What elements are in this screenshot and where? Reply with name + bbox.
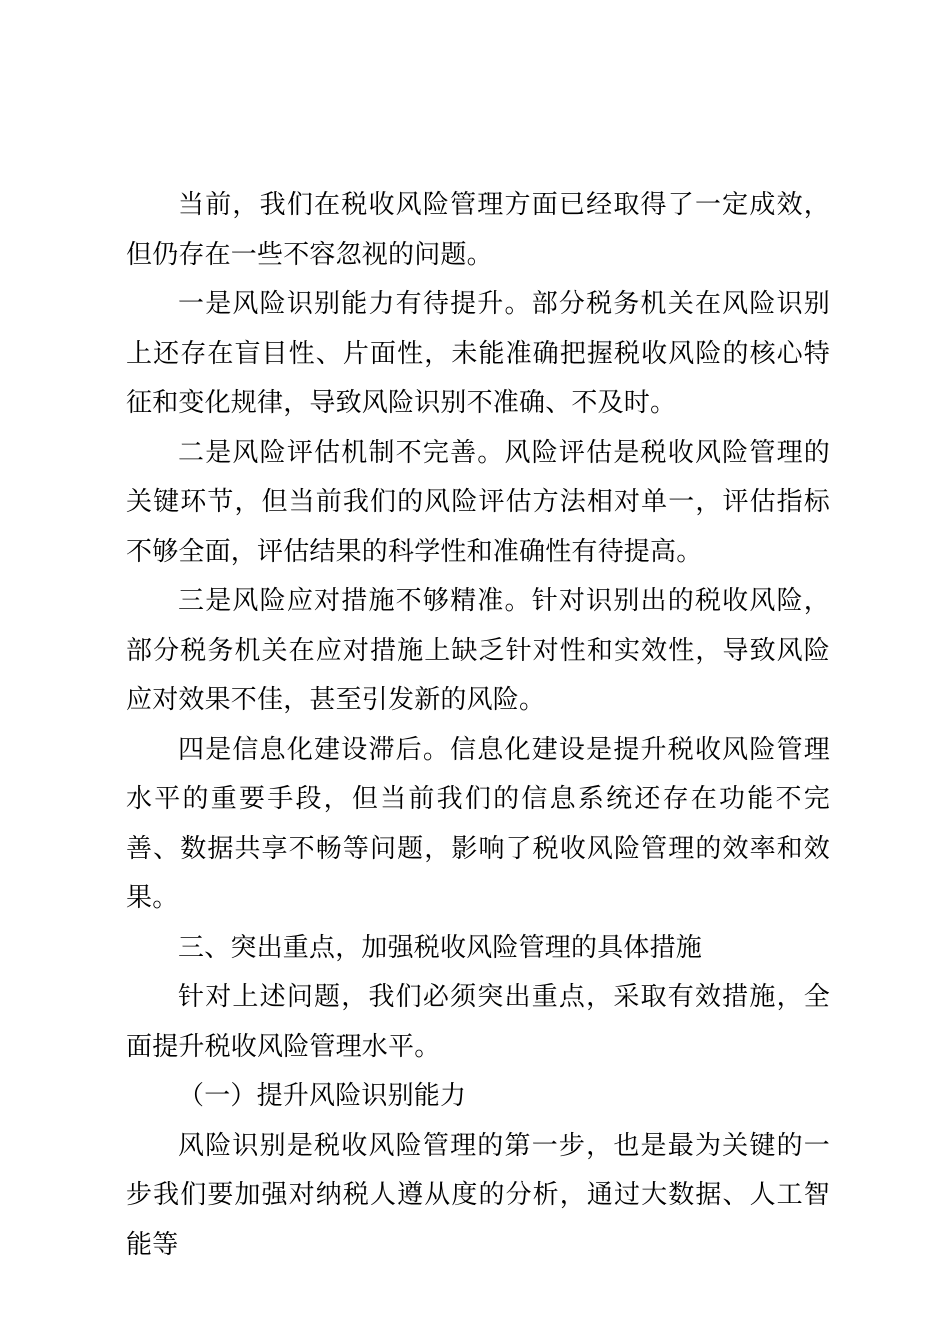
paragraph-issue-assessment: 二是风险评估机制不完善。风险评估是税收风险管理的关键环节，但当前我们的风险评估方法相对单一，评估指标不够全面，评估结果的科学性和准确性有待提高。 (126, 437, 830, 567)
paragraph-measures-intro: 针对上述问题，我们必须突出重点，采取有效措施，全面提升税收风险管理水平。 (126, 982, 830, 1062)
section-heading-measures: 三、突出重点，加强税收风险管理的具体措施 (178, 932, 703, 963)
subsection-heading-identification: （一）提升风险识别能力 (178, 1081, 467, 1111)
document-body (126, 181, 830, 1270)
paragraph-identification-detail: 风险识别是税收风险管理的第一步，也是最为关键的一步我们要加强对纳税人遵从度的分析，通过大数据、人工智能等 (126, 1130, 830, 1260)
paragraph-issue-response: 三是风险应对措施不够精准。针对识别出的税收风险，部分税务机关在应对措施上缺乏针对性和实效性，导致风险应对效果不佳，甚至引发新的风险。 (126, 586, 830, 715)
paragraph-issue-informatization: 四是信息化建设滞后。信息化建设是提升税收风险管理水平的重要手段，但当前我们的信息系统还存在功能不完善、数据共享不畅等问题，影响了税收风险管理的效率和效果。 (126, 734, 830, 913)
paragraph-issue-identification: 一是风险识别能力有待提升。部分税务机关在风险识别上还存在盲目性、片面性，未能准确把握税收风险的核心特征和变化规律，导致风险识别不准确、不及时。 (126, 289, 830, 418)
paragraph-current-status: 当前，我们在税收风险管理方面已经取得了一定成效，但仍存在一些不容忽视的问题。 (126, 190, 830, 270)
